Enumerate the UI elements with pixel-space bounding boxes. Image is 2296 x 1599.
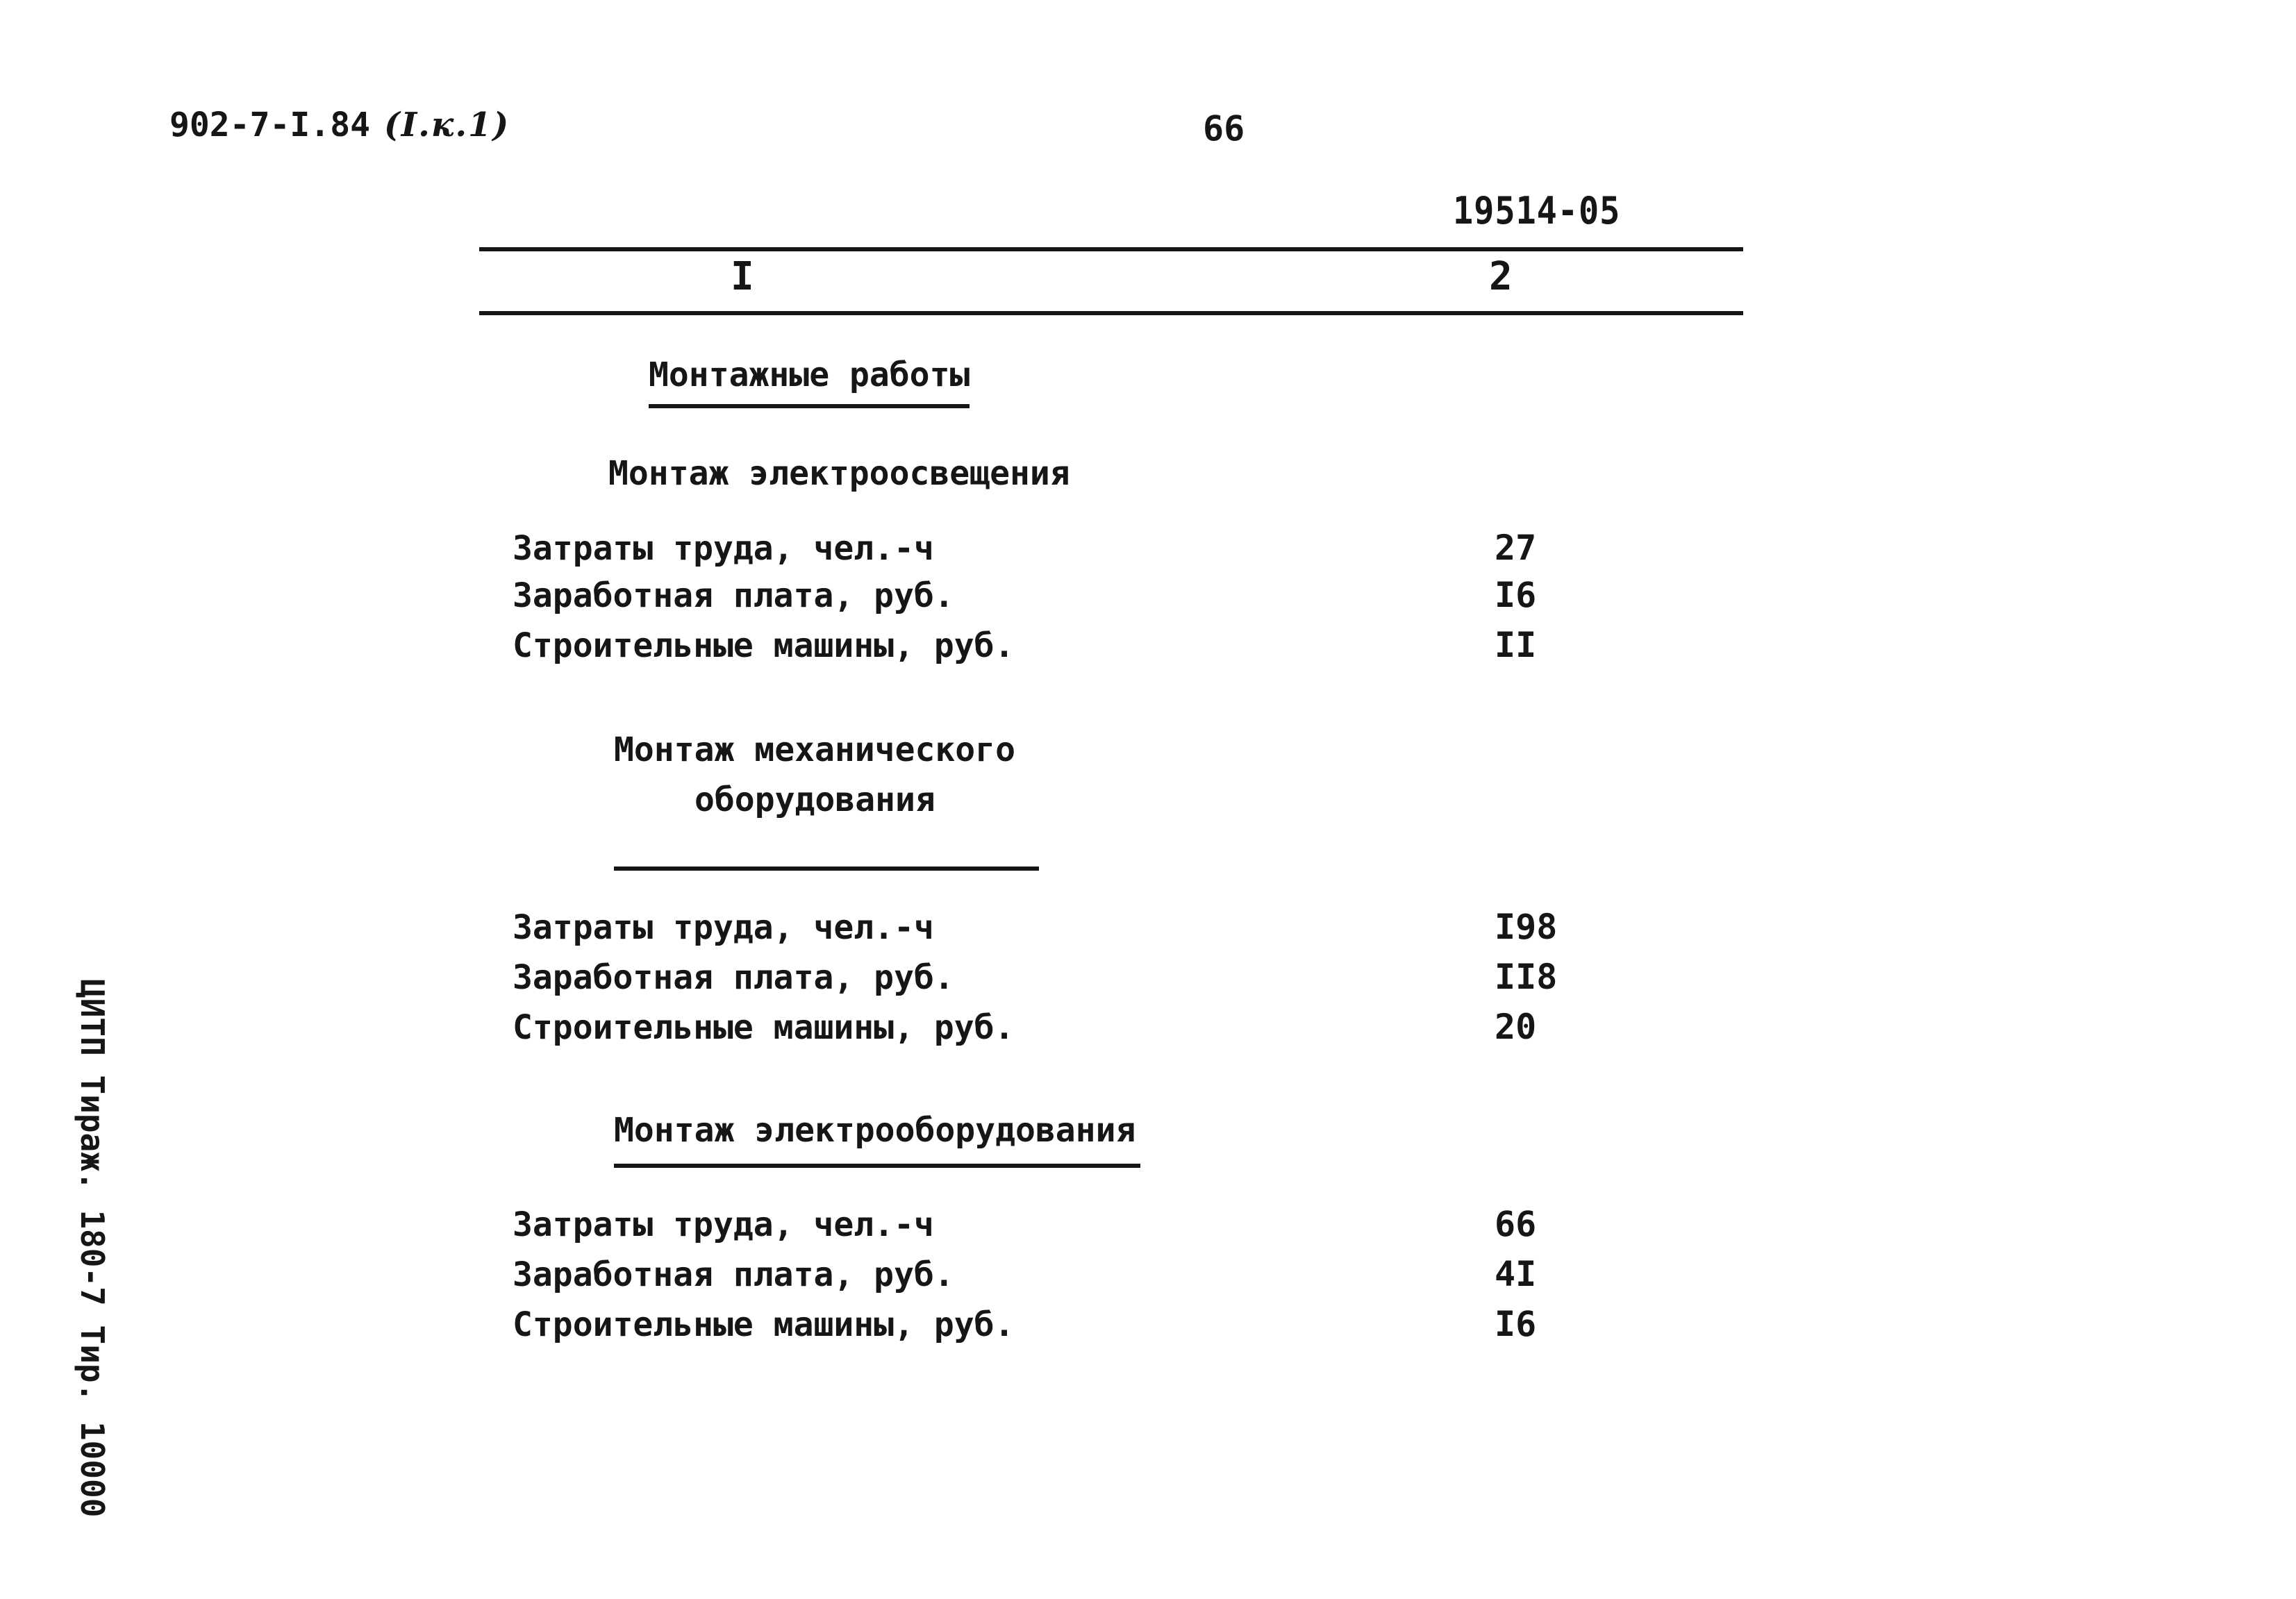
row-label-labor-cost: Затраты труда, чел.-ч	[513, 529, 934, 568]
row-label-machines: Строительные машины, руб.	[513, 1008, 1015, 1047]
document-code-number: 902-7-I.84	[169, 106, 370, 144]
document-code	[169, 106, 510, 144]
row-value-labor-cost: 27	[1495, 528, 1537, 568]
document-code-handwritten-note: (I.к.1)	[383, 106, 510, 144]
main-heading-underline	[649, 404, 970, 408]
row-label-wages: Заработная плата, руб.	[513, 958, 954, 997]
side-print-stamp: ЦИТП Тираж. 180-7 Тир. 10000	[74, 979, 111, 1518]
column-header-1: I	[731, 254, 754, 299]
page-number: 66	[1203, 108, 1245, 149]
section-title-mechanical-line-1: Монтаж механического	[614, 730, 1015, 769]
section-title-electrical-equipment: Монтаж электрооборудования	[614, 1111, 1136, 1150]
row-value-wages: 4I	[1495, 1254, 1537, 1294]
row-label-labor-cost: Затраты труда, чел.-ч	[513, 1205, 934, 1244]
row-value-machines: II	[1495, 625, 1537, 665]
row-label-machines: Строительные машины, руб.	[513, 626, 1015, 665]
row-value-machines: 20	[1495, 1007, 1537, 1047]
row-label-wages: Заработная плата, руб.	[513, 576, 954, 615]
table-header-rule	[479, 311, 1743, 315]
row-value-wages: II8	[1495, 957, 1558, 997]
stamp-number: 19514-05	[1453, 189, 1621, 233]
main-heading: Монтажные работы	[649, 355, 970, 394]
row-label-machines: Строительные машины, руб.	[513, 1305, 1015, 1344]
row-value-wages: I6	[1495, 575, 1537, 615]
row-value-machines: I6	[1495, 1304, 1537, 1344]
table-top-rule	[479, 247, 1743, 251]
row-label-labor-cost: Затраты труда, чел.-ч	[513, 908, 934, 947]
row-label-wages: Заработная плата, руб.	[513, 1255, 954, 1294]
section-electrical-underline	[614, 1164, 1140, 1168]
section-title-electric-lighting: Монтаж электроосвещения	[608, 454, 1070, 493]
row-value-labor-cost: I98	[1495, 907, 1558, 947]
section-mechanical-underline	[614, 867, 1039, 871]
section-title-mechanical-line-2: оборудования	[694, 780, 935, 819]
column-header-2: 2	[1489, 254, 1513, 299]
row-value-labor-cost: 66	[1495, 1204, 1537, 1244]
